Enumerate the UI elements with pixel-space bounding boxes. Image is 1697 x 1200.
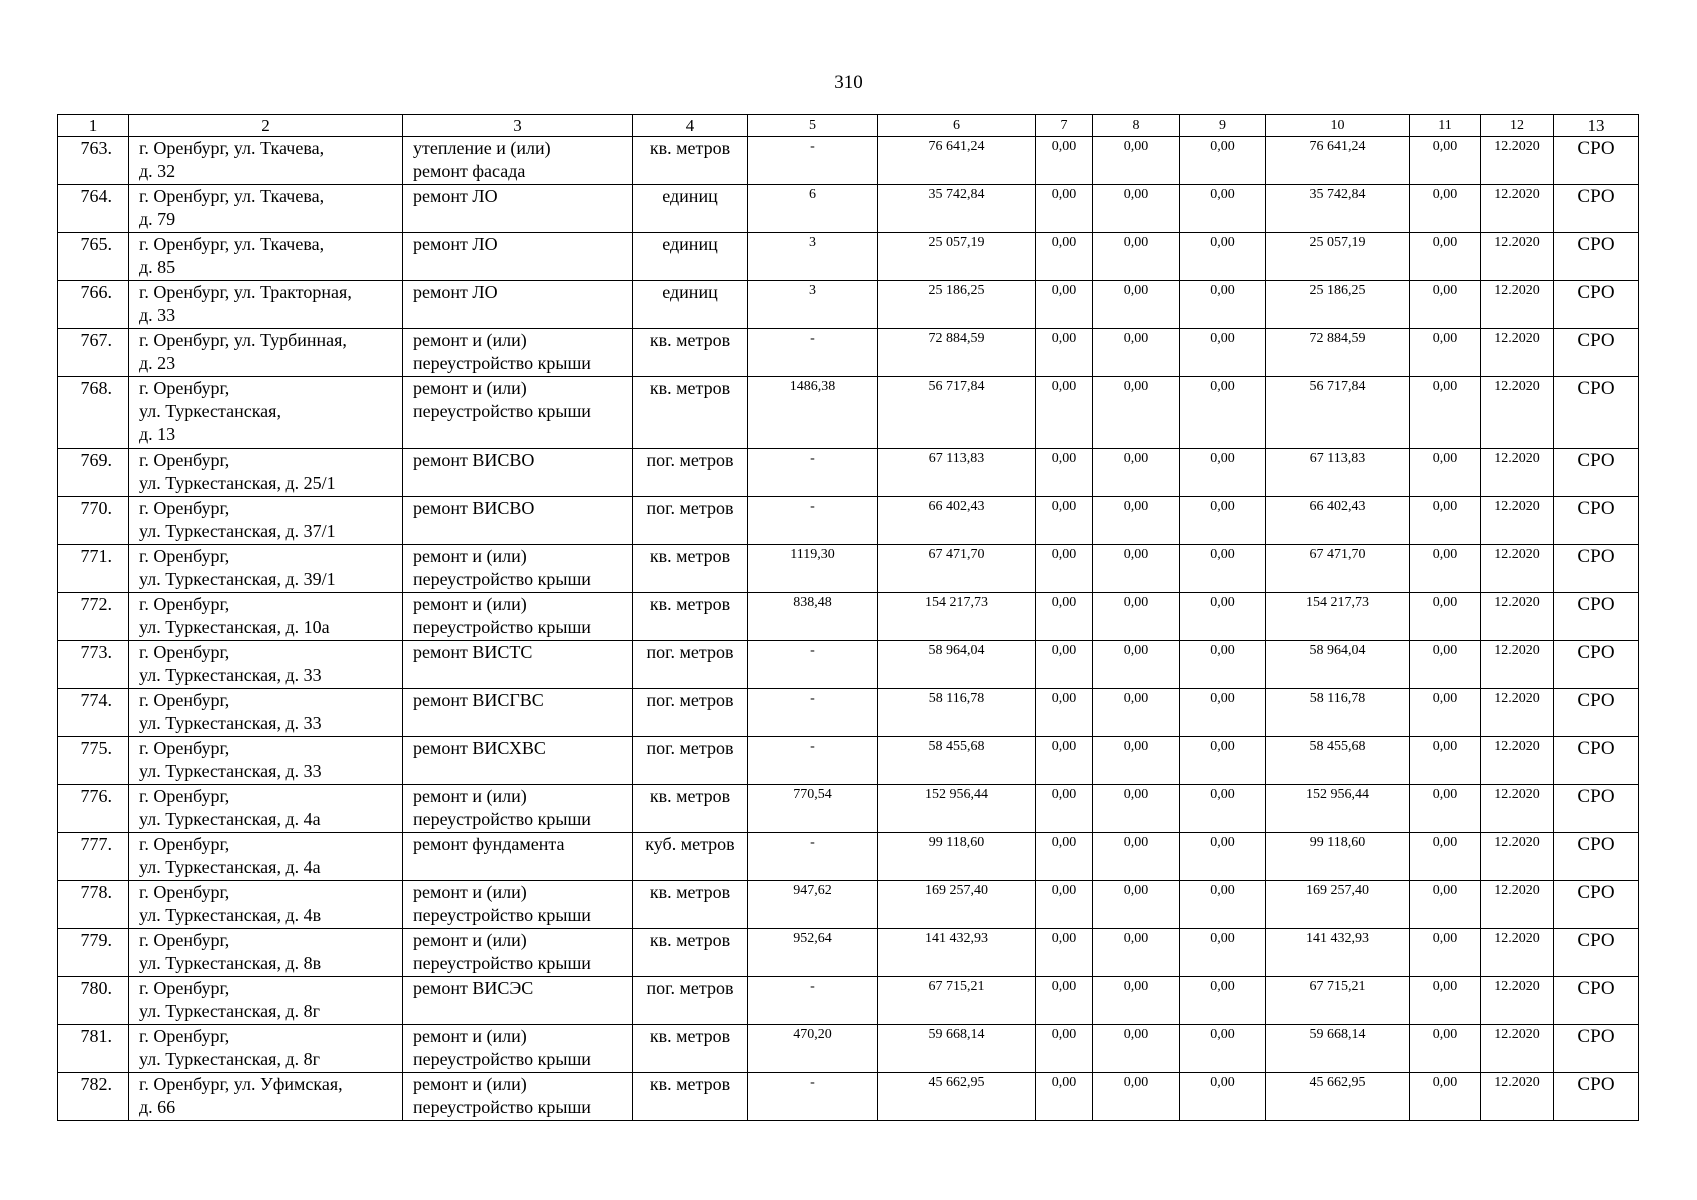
- cost-cell: 0,00: [1093, 329, 1180, 377]
- total-cost-cell: 154 217,73: [878, 593, 1036, 641]
- unit-cell: единиц: [633, 233, 748, 281]
- column-header: 2: [129, 115, 403, 137]
- deadline-cell: 12.2020: [1481, 641, 1554, 689]
- quantity-cell: 6: [748, 185, 878, 233]
- address-cell: г. Оренбург, ул. Туркестанская, д. 8г: [129, 1025, 403, 1073]
- column-header: 9: [1180, 115, 1266, 137]
- unit-cell: кв. метров: [633, 929, 748, 977]
- unit-cell: единиц: [633, 281, 748, 329]
- cost-cell: 0,00: [1036, 833, 1093, 881]
- work-type-cell: ремонт и (или) переустройство крыши: [403, 785, 633, 833]
- address-cell: г. Оренбург, ул. Ткачева, д. 85: [129, 233, 403, 281]
- work-type-cell: ремонт ЛО: [403, 233, 633, 281]
- column-header: 5: [748, 115, 878, 137]
- total-cost-cell: 56 717,84: [878, 377, 1036, 449]
- column-header: 13: [1554, 115, 1639, 137]
- row-number: 780.: [58, 977, 129, 1025]
- method-cell: СРО: [1554, 281, 1639, 329]
- unit-cell: куб. метров: [633, 833, 748, 881]
- deadline-cell: 12.2020: [1481, 1073, 1554, 1121]
- cost-cell: 0,00: [1410, 185, 1481, 233]
- deadline-cell: 12.2020: [1481, 977, 1554, 1025]
- total-cost-cell: 58 116,78: [878, 689, 1036, 737]
- method-cell: СРО: [1554, 233, 1639, 281]
- unit-cell: пог. метров: [633, 449, 748, 497]
- cost-cell: 0,00: [1093, 881, 1180, 929]
- cost-cell: 0,00: [1410, 281, 1481, 329]
- fund-cost-cell: 25 186,25: [1266, 281, 1410, 329]
- cost-cell: 0,00: [1093, 641, 1180, 689]
- method-cell: СРО: [1554, 497, 1639, 545]
- deadline-cell: 12.2020: [1481, 881, 1554, 929]
- unit-cell: кв. метров: [633, 881, 748, 929]
- row-number: 777.: [58, 833, 129, 881]
- unit-cell: кв. метров: [633, 593, 748, 641]
- cost-cell: 0,00: [1093, 1025, 1180, 1073]
- table-row: [58, 449, 1639, 497]
- cost-cell: 0,00: [1180, 233, 1266, 281]
- cost-cell: 0,00: [1093, 1073, 1180, 1121]
- work-type-cell: ремонт ВИСВО: [403, 497, 633, 545]
- table-row: [58, 281, 1639, 329]
- row-number: 765.: [58, 233, 129, 281]
- cost-cell: 0,00: [1093, 593, 1180, 641]
- work-type-cell: ремонт и (или) переустройство крыши: [403, 593, 633, 641]
- deadline-cell: 12.2020: [1481, 329, 1554, 377]
- method-cell: СРО: [1554, 785, 1639, 833]
- cost-cell: 0,00: [1410, 689, 1481, 737]
- deadline-cell: 12.2020: [1481, 545, 1554, 593]
- cost-cell: 0,00: [1410, 881, 1481, 929]
- row-number: 772.: [58, 593, 129, 641]
- cost-cell: 0,00: [1410, 137, 1481, 185]
- cost-cell: 0,00: [1410, 233, 1481, 281]
- work-type-cell: ремонт и (или) переустройство крыши: [403, 377, 633, 449]
- unit-cell: кв. метров: [633, 377, 748, 449]
- address-cell: г. Оренбург, ул. Туркестанская, д. 13: [129, 377, 403, 449]
- fund-cost-cell: 67 715,21: [1266, 977, 1410, 1025]
- work-type-cell: ремонт ВИСТС: [403, 641, 633, 689]
- address-cell: г. Оренбург, ул. Ткачева, д. 32: [129, 137, 403, 185]
- work-type-cell: утепление и (или) ремонт фасада: [403, 137, 633, 185]
- table-row: [58, 329, 1639, 377]
- total-cost-cell: 66 402,43: [878, 497, 1036, 545]
- cost-cell: 0,00: [1180, 593, 1266, 641]
- quantity-cell: 838,48: [748, 593, 878, 641]
- row-number: 771.: [58, 545, 129, 593]
- cost-cell: 0,00: [1180, 545, 1266, 593]
- cost-cell: 0,00: [1410, 545, 1481, 593]
- cost-cell: 0,00: [1180, 377, 1266, 449]
- repair-plan-table: [57, 114, 1639, 1121]
- address-cell: г. Оренбург, ул. Уфимская, д. 66: [129, 1073, 403, 1121]
- method-cell: СРО: [1554, 881, 1639, 929]
- table-row: [58, 929, 1639, 977]
- address-cell: г. Оренбург, ул. Туркестанская, д. 8в: [129, 929, 403, 977]
- work-type-cell: ремонт ВИСВО: [403, 449, 633, 497]
- unit-cell: кв. метров: [633, 1025, 748, 1073]
- address-cell: г. Оренбург, ул. Туркестанская, д. 33: [129, 737, 403, 785]
- fund-cost-cell: 25 057,19: [1266, 233, 1410, 281]
- table-row: [58, 977, 1639, 1025]
- total-cost-cell: 67 715,21: [878, 977, 1036, 1025]
- cost-cell: 0,00: [1093, 377, 1180, 449]
- unit-cell: пог. метров: [633, 737, 748, 785]
- address-cell: г. Оренбург, ул. Туркестанская, д. 4а: [129, 785, 403, 833]
- address-cell: г. Оренбург, ул. Туркестанская, д. 4а: [129, 833, 403, 881]
- table-body: [58, 137, 1639, 1121]
- cost-cell: 0,00: [1410, 785, 1481, 833]
- cost-cell: 0,00: [1036, 329, 1093, 377]
- deadline-cell: 12.2020: [1481, 185, 1554, 233]
- cost-cell: 0,00: [1036, 497, 1093, 545]
- cost-cell: 0,00: [1093, 137, 1180, 185]
- quantity-cell: 3: [748, 281, 878, 329]
- total-cost-cell: 169 257,40: [878, 881, 1036, 929]
- cost-cell: 0,00: [1036, 1025, 1093, 1073]
- unit-cell: кв. метров: [633, 545, 748, 593]
- cost-cell: 0,00: [1036, 785, 1093, 833]
- row-number: 779.: [58, 929, 129, 977]
- total-cost-cell: 58 455,68: [878, 737, 1036, 785]
- work-type-cell: ремонт ВИСГВС: [403, 689, 633, 737]
- fund-cost-cell: 58 455,68: [1266, 737, 1410, 785]
- cost-cell: 0,00: [1180, 881, 1266, 929]
- total-cost-cell: 72 884,59: [878, 329, 1036, 377]
- method-cell: СРО: [1554, 545, 1639, 593]
- unit-cell: кв. метров: [633, 329, 748, 377]
- method-cell: СРО: [1554, 377, 1639, 449]
- quantity-cell: -: [748, 137, 878, 185]
- row-number: 774.: [58, 689, 129, 737]
- method-cell: СРО: [1554, 1073, 1639, 1121]
- cost-cell: 0,00: [1180, 737, 1266, 785]
- cost-cell: 0,00: [1036, 641, 1093, 689]
- method-cell: СРО: [1554, 449, 1639, 497]
- cost-cell: 0,00: [1180, 185, 1266, 233]
- address-cell: г. Оренбург, ул. Туркестанская, д. 25/1: [129, 449, 403, 497]
- cost-cell: 0,00: [1093, 545, 1180, 593]
- deadline-cell: 12.2020: [1481, 689, 1554, 737]
- work-type-cell: ремонт ЛО: [403, 185, 633, 233]
- address-cell: г. Оренбург, ул. Туркестанская, д. 8г: [129, 977, 403, 1025]
- cost-cell: 0,00: [1180, 689, 1266, 737]
- address-cell: г. Оренбург, ул. Турбинная, д. 23: [129, 329, 403, 377]
- total-cost-cell: 45 662,95: [878, 1073, 1036, 1121]
- cost-cell: 0,00: [1036, 929, 1093, 977]
- unit-cell: кв. метров: [633, 1073, 748, 1121]
- fund-cost-cell: 66 402,43: [1266, 497, 1410, 545]
- row-number: 782.: [58, 1073, 129, 1121]
- cost-cell: 0,00: [1093, 449, 1180, 497]
- method-cell: СРО: [1554, 137, 1639, 185]
- row-number: 766.: [58, 281, 129, 329]
- address-cell: г. Оренбург, ул. Туркестанская, д. 33: [129, 689, 403, 737]
- cost-cell: 0,00: [1180, 977, 1266, 1025]
- fund-cost-cell: 35 742,84: [1266, 185, 1410, 233]
- work-type-cell: ремонт и (или) переустройство крыши: [403, 1025, 633, 1073]
- column-header: 7: [1036, 115, 1093, 137]
- method-cell: СРО: [1554, 329, 1639, 377]
- cost-cell: 0,00: [1093, 833, 1180, 881]
- method-cell: СРО: [1554, 641, 1639, 689]
- unit-cell: пог. метров: [633, 977, 748, 1025]
- cost-cell: 0,00: [1180, 137, 1266, 185]
- fund-cost-cell: 67 471,70: [1266, 545, 1410, 593]
- address-cell: г. Оренбург, ул. Туркестанская, д. 10а: [129, 593, 403, 641]
- cost-cell: 0,00: [1410, 641, 1481, 689]
- deadline-cell: 12.2020: [1481, 233, 1554, 281]
- total-cost-cell: 67 113,83: [878, 449, 1036, 497]
- quantity-cell: 952,64: [748, 929, 878, 977]
- work-type-cell: ремонт ВИСХВС: [403, 737, 633, 785]
- table-row: [58, 689, 1639, 737]
- unit-cell: пог. метров: [633, 689, 748, 737]
- quantity-cell: 3: [748, 233, 878, 281]
- fund-cost-cell: 58 964,04: [1266, 641, 1410, 689]
- column-header: 3: [403, 115, 633, 137]
- cost-cell: 0,00: [1180, 833, 1266, 881]
- cost-cell: 0,00: [1093, 233, 1180, 281]
- fund-cost-cell: 99 118,60: [1266, 833, 1410, 881]
- table-row: [58, 233, 1639, 281]
- cost-cell: 0,00: [1036, 233, 1093, 281]
- fund-cost-cell: 141 432,93: [1266, 929, 1410, 977]
- quantity-cell: -: [748, 737, 878, 785]
- row-number: 773.: [58, 641, 129, 689]
- total-cost-cell: 67 471,70: [878, 545, 1036, 593]
- row-number: 767.: [58, 329, 129, 377]
- cost-cell: 0,00: [1036, 137, 1093, 185]
- quantity-cell: 947,62: [748, 881, 878, 929]
- table-row: [58, 497, 1639, 545]
- header-row: [58, 115, 1639, 137]
- table-row: [58, 185, 1639, 233]
- quantity-cell: 1119,30: [748, 545, 878, 593]
- cost-cell: 0,00: [1410, 329, 1481, 377]
- deadline-cell: 12.2020: [1481, 737, 1554, 785]
- cost-cell: 0,00: [1410, 737, 1481, 785]
- cost-cell: 0,00: [1410, 1073, 1481, 1121]
- row-number: 778.: [58, 881, 129, 929]
- quantity-cell: -: [748, 641, 878, 689]
- cost-cell: 0,00: [1180, 1025, 1266, 1073]
- unit-cell: кв. метров: [633, 785, 748, 833]
- quantity-cell: -: [748, 977, 878, 1025]
- address-cell: г. Оренбург, ул. Туркестанская, д. 4в: [129, 881, 403, 929]
- unit-cell: единиц: [633, 185, 748, 233]
- cost-cell: 0,00: [1093, 281, 1180, 329]
- deadline-cell: 12.2020: [1481, 1025, 1554, 1073]
- unit-cell: пог. метров: [633, 497, 748, 545]
- table-row: [58, 545, 1639, 593]
- unit-cell: кв. метров: [633, 137, 748, 185]
- fund-cost-cell: 59 668,14: [1266, 1025, 1410, 1073]
- cost-cell: 0,00: [1036, 881, 1093, 929]
- fund-cost-cell: 67 113,83: [1266, 449, 1410, 497]
- row-number: 769.: [58, 449, 129, 497]
- cost-cell: 0,00: [1410, 977, 1481, 1025]
- fund-cost-cell: 58 116,78: [1266, 689, 1410, 737]
- fund-cost-cell: 56 717,84: [1266, 377, 1410, 449]
- page-number: 310: [834, 72, 863, 93]
- work-type-cell: ремонт и (или) переустройство крыши: [403, 929, 633, 977]
- address-cell: г. Оренбург, ул. Ткачева, д. 79: [129, 185, 403, 233]
- fund-cost-cell: 72 884,59: [1266, 329, 1410, 377]
- fund-cost-cell: 152 956,44: [1266, 785, 1410, 833]
- quantity-cell: 770,54: [748, 785, 878, 833]
- method-cell: СРО: [1554, 737, 1639, 785]
- work-type-cell: ремонт и (или) переустройство крыши: [403, 881, 633, 929]
- cost-cell: 0,00: [1410, 1025, 1481, 1073]
- cost-cell: 0,00: [1036, 977, 1093, 1025]
- deadline-cell: 12.2020: [1481, 785, 1554, 833]
- cost-cell: 0,00: [1180, 449, 1266, 497]
- cost-cell: 0,00: [1093, 185, 1180, 233]
- table-row: [58, 137, 1639, 185]
- quantity-cell: -: [748, 1073, 878, 1121]
- work-type-cell: ремонт ЛО: [403, 281, 633, 329]
- deadline-cell: 12.2020: [1481, 497, 1554, 545]
- cost-cell: 0,00: [1036, 545, 1093, 593]
- quantity-cell: -: [748, 689, 878, 737]
- column-header: 4: [633, 115, 748, 137]
- table-row: [58, 1073, 1639, 1121]
- fund-cost-cell: 169 257,40: [1266, 881, 1410, 929]
- work-type-cell: ремонт фундамента: [403, 833, 633, 881]
- cost-cell: 0,00: [1036, 593, 1093, 641]
- cost-cell: 0,00: [1036, 689, 1093, 737]
- address-cell: г. Оренбург, ул. Туркестанская, д. 33: [129, 641, 403, 689]
- deadline-cell: 12.2020: [1481, 449, 1554, 497]
- column-header: 8: [1093, 115, 1180, 137]
- cost-cell: 0,00: [1180, 497, 1266, 545]
- cost-cell: 0,00: [1093, 689, 1180, 737]
- method-cell: СРО: [1554, 593, 1639, 641]
- fund-cost-cell: 76 641,24: [1266, 137, 1410, 185]
- quantity-cell: -: [748, 329, 878, 377]
- fund-cost-cell: 45 662,95: [1266, 1073, 1410, 1121]
- deadline-cell: 12.2020: [1481, 929, 1554, 977]
- quantity-cell: 470,20: [748, 1025, 878, 1073]
- work-type-cell: ремонт и (или) переустройство крыши: [403, 329, 633, 377]
- column-header: 10: [1266, 115, 1410, 137]
- cost-cell: 0,00: [1410, 929, 1481, 977]
- table-row: [58, 377, 1639, 449]
- cost-cell: 0,00: [1036, 377, 1093, 449]
- column-header: 12: [1481, 115, 1554, 137]
- cost-cell: 0,00: [1180, 785, 1266, 833]
- cost-cell: 0,00: [1036, 1073, 1093, 1121]
- row-number: 768.: [58, 377, 129, 449]
- cost-cell: 0,00: [1180, 641, 1266, 689]
- work-type-cell: ремонт ВИСЭС: [403, 977, 633, 1025]
- row-number: 763.: [58, 137, 129, 185]
- deadline-cell: 12.2020: [1481, 281, 1554, 329]
- quantity-cell: -: [748, 833, 878, 881]
- work-type-cell: ремонт и (или) переустройство крыши: [403, 1073, 633, 1121]
- total-cost-cell: 58 964,04: [878, 641, 1036, 689]
- deadline-cell: 12.2020: [1481, 593, 1554, 641]
- fund-cost-cell: 154 217,73: [1266, 593, 1410, 641]
- deadline-cell: 12.2020: [1481, 377, 1554, 449]
- row-number: 775.: [58, 737, 129, 785]
- table-row: [58, 641, 1639, 689]
- total-cost-cell: 152 956,44: [878, 785, 1036, 833]
- row-number: 781.: [58, 1025, 129, 1073]
- method-cell: СРО: [1554, 1025, 1639, 1073]
- cost-cell: 0,00: [1180, 281, 1266, 329]
- total-cost-cell: 59 668,14: [878, 1025, 1036, 1073]
- table-row: [58, 593, 1639, 641]
- quantity-cell: -: [748, 449, 878, 497]
- address-cell: г. Оренбург, ул. Туркестанская, д. 37/1: [129, 497, 403, 545]
- cost-cell: 0,00: [1036, 185, 1093, 233]
- unit-cell: пог. метров: [633, 641, 748, 689]
- table-row: [58, 833, 1639, 881]
- column-header: 11: [1410, 115, 1481, 137]
- table-row: [58, 737, 1639, 785]
- method-cell: СРО: [1554, 833, 1639, 881]
- cost-cell: 0,00: [1093, 977, 1180, 1025]
- cost-cell: 0,00: [1180, 929, 1266, 977]
- cost-cell: 0,00: [1093, 737, 1180, 785]
- cost-cell: 0,00: [1036, 737, 1093, 785]
- row-number: 770.: [58, 497, 129, 545]
- total-cost-cell: 141 432,93: [878, 929, 1036, 977]
- total-cost-cell: 25 186,25: [878, 281, 1036, 329]
- cost-cell: 0,00: [1410, 449, 1481, 497]
- cost-cell: 0,00: [1410, 377, 1481, 449]
- cost-cell: 0,00: [1093, 497, 1180, 545]
- quantity-cell: -: [748, 497, 878, 545]
- cost-cell: 0,00: [1180, 329, 1266, 377]
- total-cost-cell: 99 118,60: [878, 833, 1036, 881]
- deadline-cell: 12.2020: [1481, 137, 1554, 185]
- method-cell: СРО: [1554, 689, 1639, 737]
- row-number: 764.: [58, 185, 129, 233]
- total-cost-cell: 35 742,84: [878, 185, 1036, 233]
- address-cell: г. Оренбург, ул. Туркестанская, д. 39/1: [129, 545, 403, 593]
- table-row: [58, 785, 1639, 833]
- quantity-cell: 1486,38: [748, 377, 878, 449]
- work-type-cell: ремонт и (или) переустройство крыши: [403, 545, 633, 593]
- column-header: 6: [878, 115, 1036, 137]
- cost-cell: 0,00: [1036, 449, 1093, 497]
- cost-cell: 0,00: [1180, 1073, 1266, 1121]
- cost-cell: 0,00: [1410, 593, 1481, 641]
- method-cell: СРО: [1554, 929, 1639, 977]
- total-cost-cell: 76 641,24: [878, 137, 1036, 185]
- total-cost-cell: 25 057,19: [878, 233, 1036, 281]
- cost-cell: 0,00: [1410, 497, 1481, 545]
- cost-cell: 0,00: [1410, 833, 1481, 881]
- method-cell: СРО: [1554, 185, 1639, 233]
- method-cell: СРО: [1554, 977, 1639, 1025]
- table-row: [58, 1025, 1639, 1073]
- deadline-cell: 12.2020: [1481, 833, 1554, 881]
- table-row: [58, 881, 1639, 929]
- cost-cell: 0,00: [1093, 785, 1180, 833]
- column-header: 1: [58, 115, 129, 137]
- row-number: 776.: [58, 785, 129, 833]
- address-cell: г. Оренбург, ул. Тракторная, д. 33: [129, 281, 403, 329]
- cost-cell: 0,00: [1093, 929, 1180, 977]
- cost-cell: 0,00: [1036, 281, 1093, 329]
